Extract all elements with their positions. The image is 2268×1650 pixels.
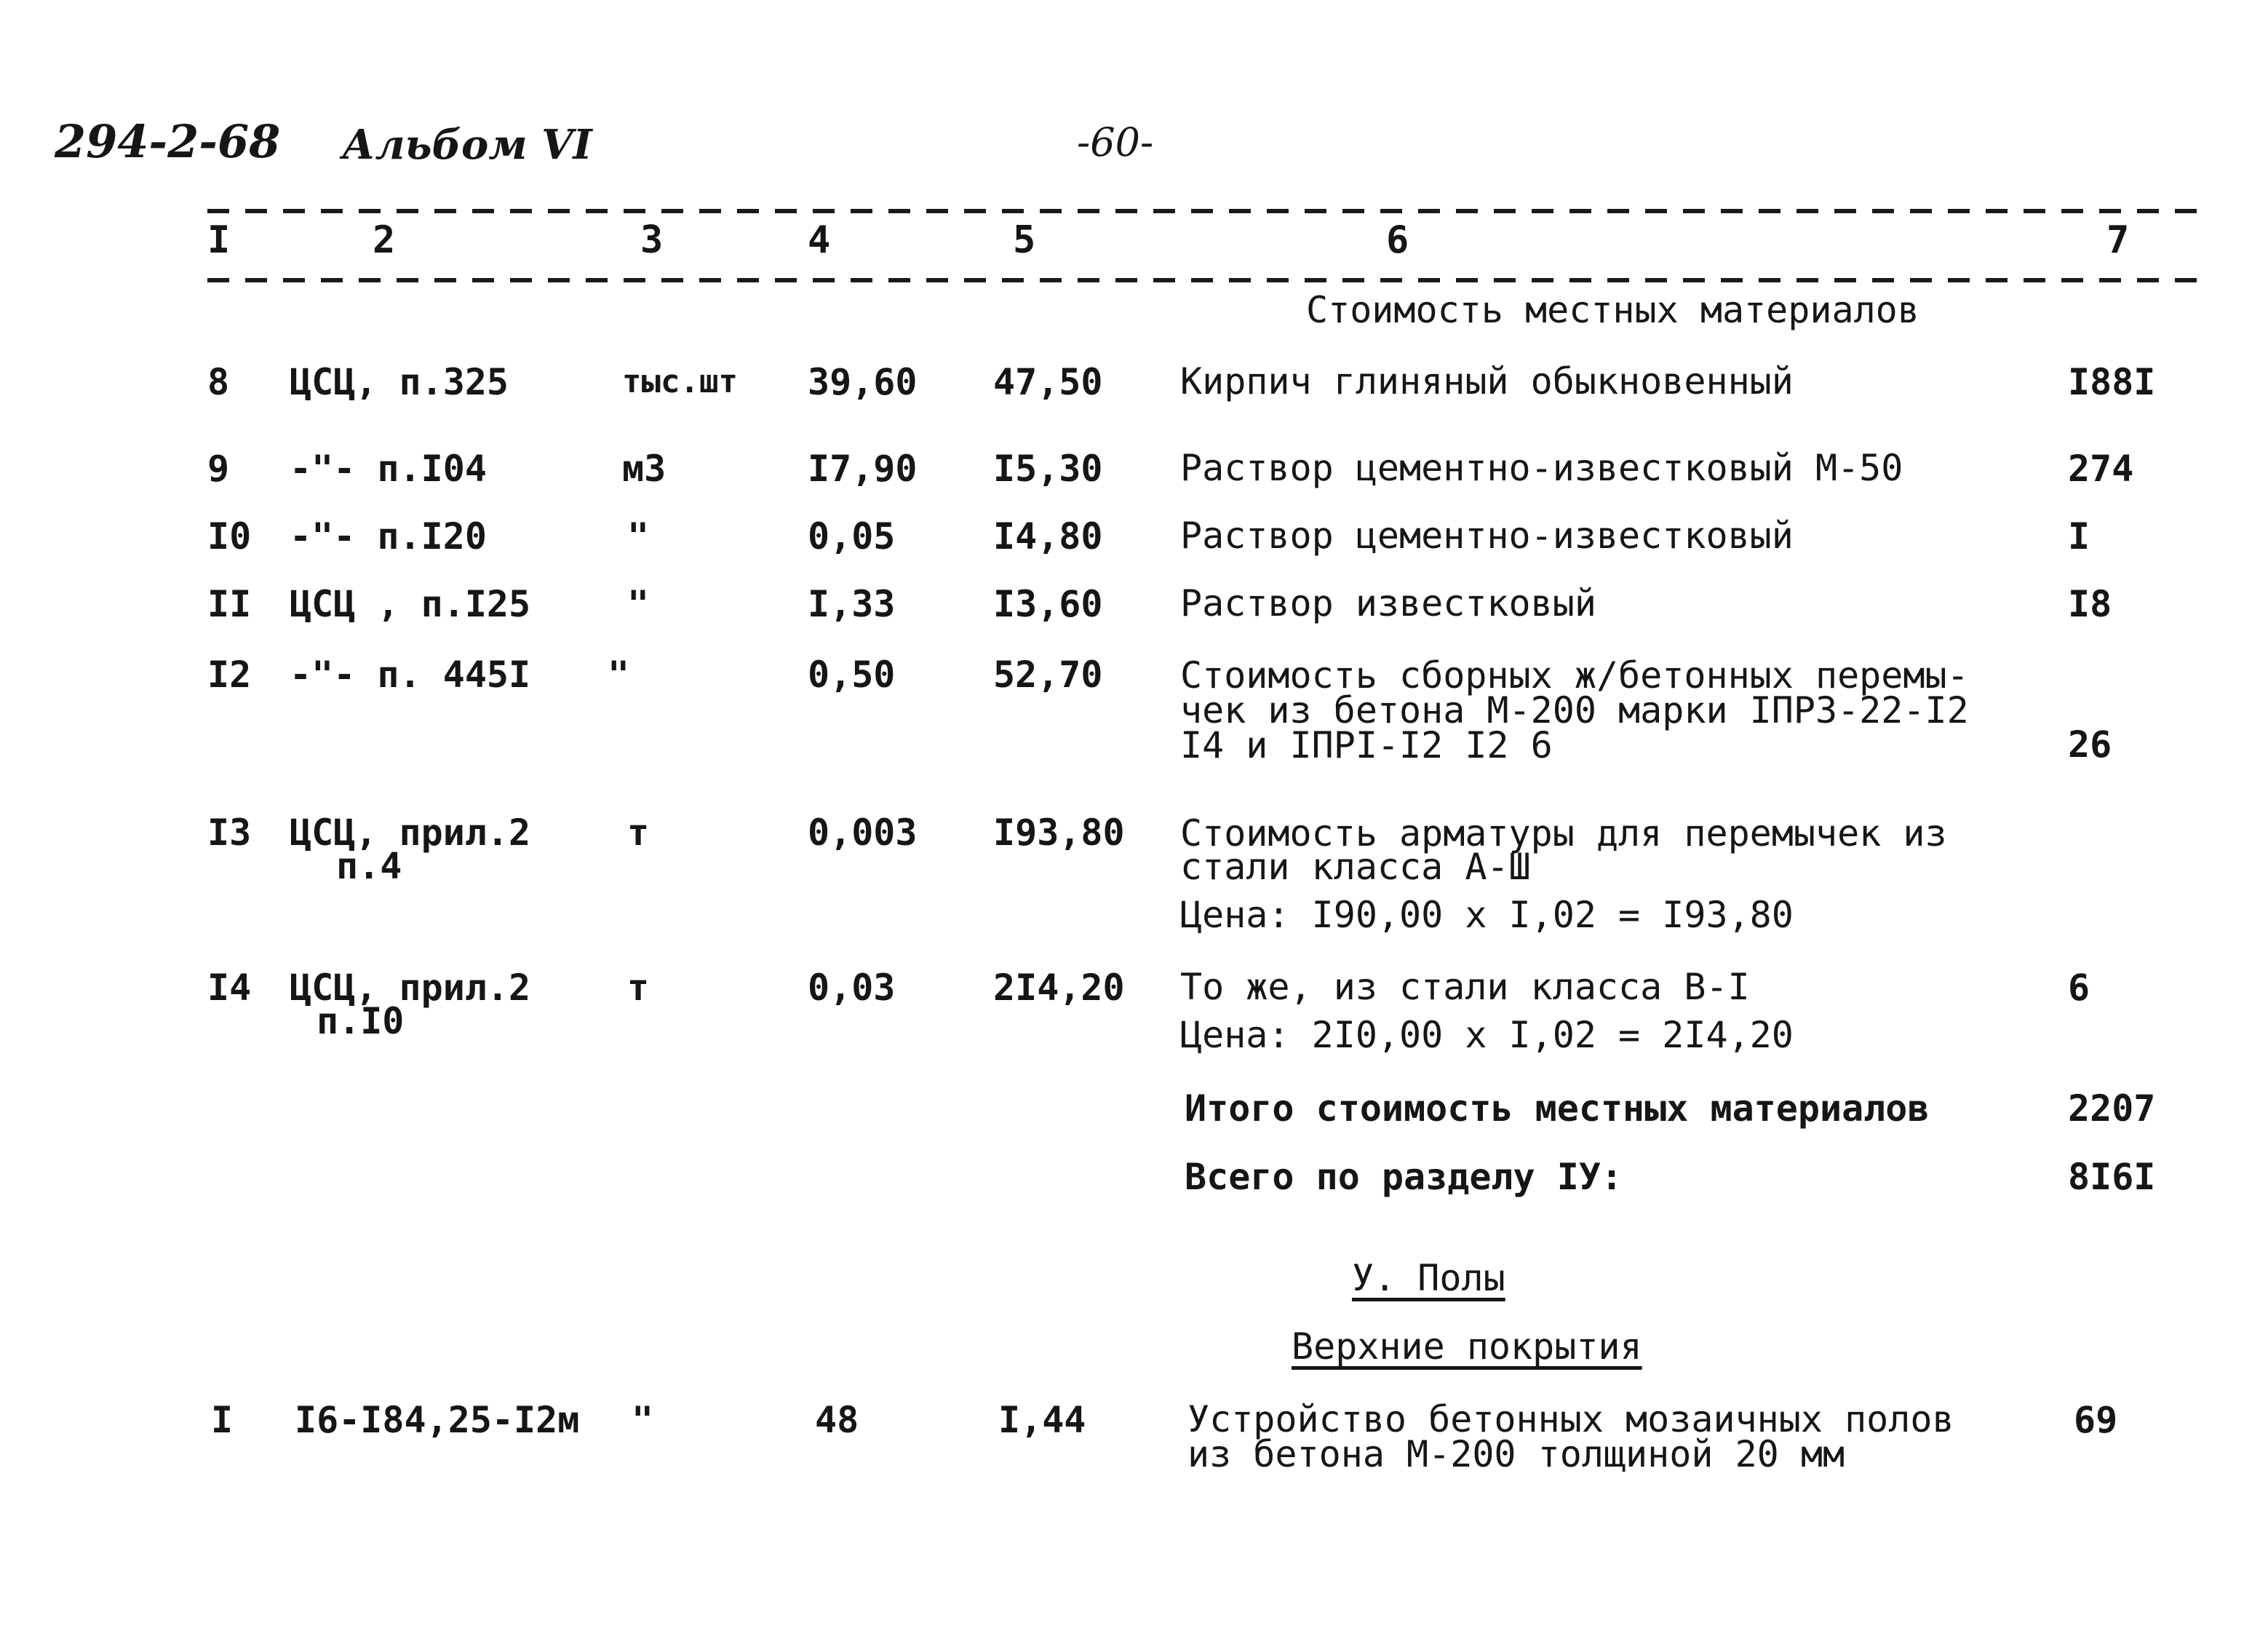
row-price: 47,50 bbox=[993, 361, 1103, 403]
page-number: -60- bbox=[1077, 119, 1154, 165]
row-total: I88I bbox=[2068, 361, 2156, 403]
col-header-5: 5 bbox=[1013, 218, 1036, 262]
row-reference: -"- п. 445I bbox=[290, 654, 531, 696]
row-description-line: стали класса А-Ш bbox=[1180, 846, 1531, 888]
col-header-2: 2 bbox=[373, 218, 396, 262]
row-description: Кирпич глиняный обыкновенный bbox=[1180, 360, 1794, 402]
row-reference: ЦСЦ, прил.2 bbox=[290, 967, 531, 1009]
row-reference: I6-I84,25-I2м bbox=[295, 1399, 580, 1441]
row-description: Раствор цементно-известковый М-50 bbox=[1180, 447, 1903, 489]
row-price: I,44 bbox=[998, 1399, 1086, 1441]
row-quantity: 0,03 bbox=[808, 967, 896, 1009]
row-description-line: чек из бетона М-200 марки IПР3-22-I2 bbox=[1180, 689, 1969, 731]
album-title: Альбом VI bbox=[342, 121, 592, 169]
row-quantity: 48 bbox=[815, 1399, 859, 1441]
row-reference: -"- п.I20 bbox=[290, 515, 487, 558]
row-reference: -"- п.I04 bbox=[290, 448, 487, 490]
row-description: Раствор известковый bbox=[1180, 582, 1596, 624]
row-description-line: I4 и IПРI-I2 I2 6 bbox=[1180, 724, 1553, 766]
row-total: I bbox=[2068, 515, 2090, 558]
row-number: I3 bbox=[207, 812, 252, 854]
row-number: II bbox=[207, 583, 252, 625]
row-description-line: Устройство бетонных мозаичных полов bbox=[1187, 1398, 1954, 1440]
header-rule-bottom bbox=[207, 278, 2201, 282]
row-number: I4 bbox=[207, 967, 252, 1009]
row-price: I3,60 bbox=[993, 583, 1103, 625]
row-description: Раствор цементно-известковый bbox=[1180, 515, 1794, 557]
col-header-6: 6 bbox=[1386, 218, 1409, 262]
row-quantity: 0,50 bbox=[808, 654, 896, 696]
row-price: I5,30 bbox=[993, 448, 1103, 490]
row-number: I0 bbox=[207, 515, 252, 558]
row-description-line: Стоимость арматуры для перемычек из bbox=[1180, 812, 1947, 854]
row-price: 2I4,20 bbox=[993, 967, 1125, 1009]
row-number: I bbox=[211, 1399, 234, 1441]
col-header-7: 7 bbox=[2106, 218, 2130, 262]
row-quantity: 0,003 bbox=[808, 812, 918, 854]
album-code: 294-2-68 bbox=[55, 115, 281, 168]
row-quantity: 39,60 bbox=[808, 361, 918, 403]
row-description-line: из бетона М-200 толщиной 20 мм bbox=[1187, 1433, 1845, 1475]
row-reference-sub: п.4 bbox=[336, 845, 402, 887]
row-unit: " bbox=[627, 515, 650, 558]
row-unit: т bbox=[627, 812, 650, 854]
col-header-3: 3 bbox=[640, 218, 664, 262]
row-unit: м3 bbox=[622, 448, 667, 490]
header-rule-top bbox=[207, 209, 2201, 213]
row-reference: ЦСЦ, прил.2 bbox=[290, 812, 531, 854]
col-header-1: I bbox=[207, 218, 231, 262]
row-quantity: 0,05 bbox=[808, 515, 896, 558]
section-total-label: Всего по разделу IУ: bbox=[1185, 1156, 1623, 1198]
row-reference: ЦСЦ, п.325 bbox=[290, 361, 509, 403]
section-heading-local-materials: Стоимость местных материалов bbox=[1306, 289, 1919, 331]
row-price: I4,80 bbox=[993, 515, 1103, 558]
row-unit: " bbox=[632, 1399, 654, 1441]
row-price: I93,80 bbox=[993, 812, 1125, 854]
row-number: I2 bbox=[207, 654, 252, 696]
row-description-line: То же, из стали класса В-I bbox=[1180, 966, 1750, 1008]
row-total: 274 bbox=[2068, 448, 2134, 490]
section-5-title: У. Полы bbox=[1352, 1257, 1505, 1299]
local-materials-total-label: Итого стоимость местных материалов bbox=[1185, 1087, 1930, 1130]
row-unit: " bbox=[627, 583, 650, 625]
local-materials-total-value: 2207 bbox=[2068, 1087, 2156, 1130]
row-price-note: Цена: 2I0,00 х I,02 = 2I4,20 bbox=[1180, 1014, 1794, 1056]
col-header-4: 4 bbox=[808, 218, 831, 262]
row-price: 52,70 bbox=[993, 654, 1103, 696]
row-unit: тыс.шт bbox=[622, 363, 738, 400]
row-unit: " bbox=[608, 654, 630, 696]
section-5-subtitle: Верхние покрытия bbox=[1292, 1325, 1642, 1368]
row-unit: т bbox=[627, 967, 650, 1009]
row-number: 9 bbox=[207, 448, 230, 490]
row-reference-sub: п.I0 bbox=[317, 1000, 405, 1042]
row-quantity: I,33 bbox=[808, 583, 896, 625]
row-price-note: Цена: I90,00 х I,02 = I93,80 bbox=[1180, 894, 1794, 936]
row-total: 26 bbox=[2068, 723, 2112, 766]
row-total: 69 bbox=[2074, 1399, 2118, 1441]
row-number: 8 bbox=[207, 361, 230, 403]
row-quantity: I7,90 bbox=[808, 448, 918, 490]
row-total: 6 bbox=[2068, 967, 2090, 1009]
row-description-line: Стоимость сборных ж/бетонных перемы- bbox=[1180, 654, 1969, 697]
row-total: I8 bbox=[2068, 583, 2112, 625]
section-total-value: 8I6I bbox=[2068, 1156, 2156, 1198]
row-reference: ЦСЦ , п.I25 bbox=[290, 583, 531, 625]
